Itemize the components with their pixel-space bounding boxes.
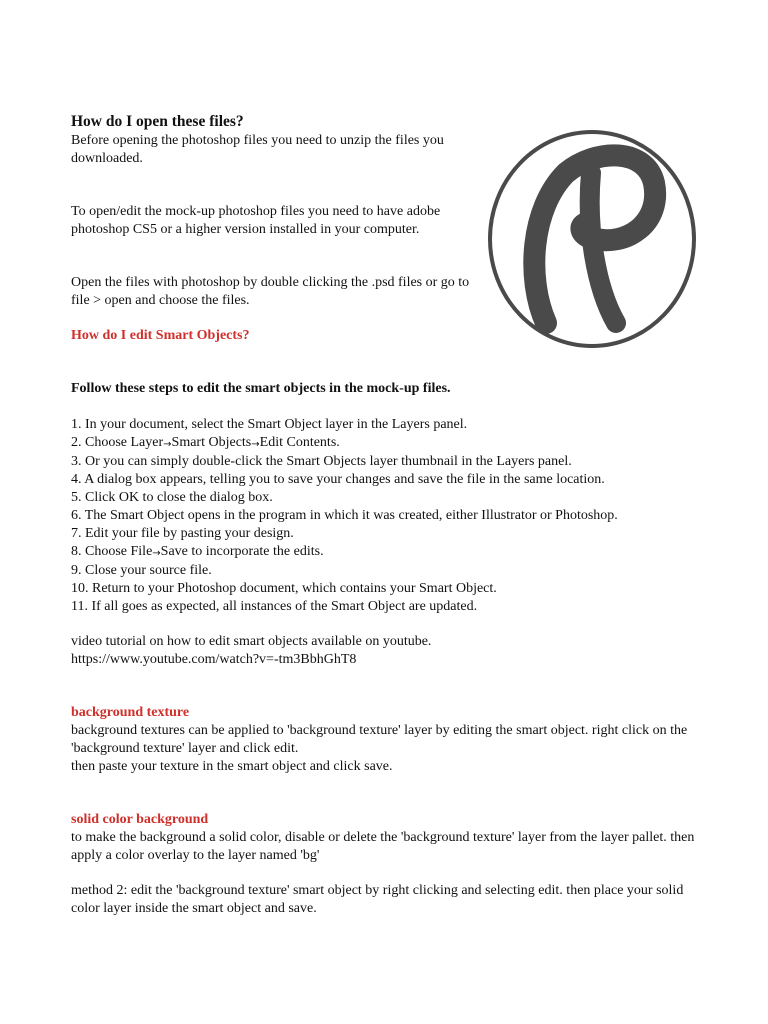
steps-lead: Follow these steps to edit the smart objects in the mock-up files. [71,381,451,396]
video-tutorial-text: video tutorial on how to edit smart objects available on youtube. [71,634,432,649]
paragraph: To open/edit the mock-up photoshop files you need to have adobe photoshop CS5 or a higher version installed in your computer. [71,204,444,237]
paragraph: method 2: edit the 'background texture' smart object by right clicking and selecting edit. then place your solid color layer inside the smart object and save. [71,883,687,916]
list-item: 9. Close your source file. [71,563,212,578]
list-item: 11. If all goes as expected, all instances of the Smart Object are updated. [71,599,478,614]
paragraph: to make the background a solid color, disable or delete the 'background texture' layer from the layer pallet. then apply a color overlay to the layer named 'bg' [71,830,698,863]
list-item: 6. The Smart Object opens in the program in which it was created, either Illustrator or Photoshop. [71,508,618,523]
list-item: 8. Choose File→Save to incorporate the edits. [71,544,324,559]
paragraph: Before opening the photoshop files you need to unzip the files you downloaded. [71,133,448,166]
list-item: 5. Click OK to close the dialog box. [71,490,273,505]
list-item: 4. A dialog box appears, telling you to save your changes and save the file in the same location. [71,472,605,487]
arrow-icon: → [163,439,172,450]
section-title-open-files: How do I open these files? [71,113,244,130]
video-url: https://www.youtube.com/watch?v=-tm3BbhGhT8 [71,652,357,667]
list-item: 7. Edit your file by pasting your design. [71,526,294,541]
paragraph: Open the files with photoshop by double clicking the .psd files or go to file > open and choose the files. [71,275,473,308]
arrow-icon: → [152,548,161,559]
paragraph: background textures can be applied to 'background texture' layer by editing the smart object. right click on the 'background texture' layer and click edit. [71,723,691,756]
section-title-background-texture: background texture [71,705,190,720]
list-item: 2. Choose Layer→Smart Objects→Edit Contents. [71,435,340,450]
list-item: 3. Or you can simply double-click the Smart Objects layer thumbnail in the Layers panel. [71,454,572,469]
list-item: 10. Return to your Photoshop document, which contains your Smart Object. [71,581,497,596]
list-item: 1. In your document, select the Smart Object layer in the Layers panel. [71,417,468,432]
steps-list [71,416,711,616]
section-title-solid-color: solid color background [71,812,209,827]
arrow-icon: → [251,439,260,450]
document-body [71,112,711,918]
section-title-smart-objects: How do I edit Smart Objects? [71,328,250,343]
paragraph: then paste your texture in the smart object and click save. [71,759,393,774]
